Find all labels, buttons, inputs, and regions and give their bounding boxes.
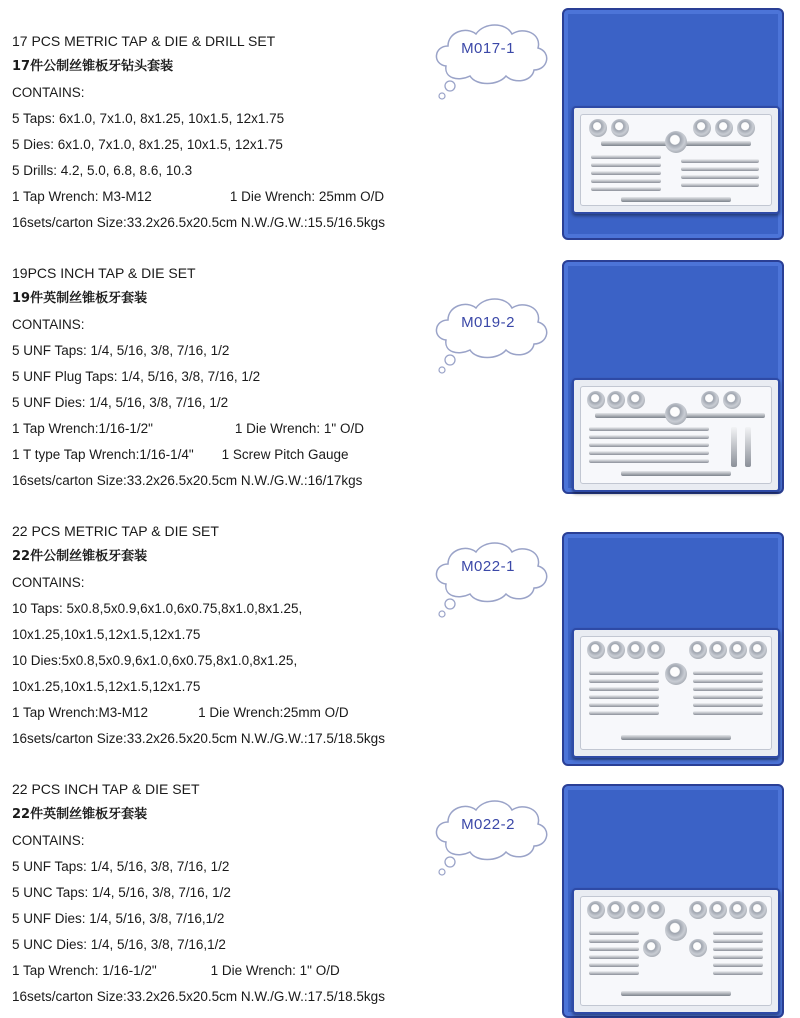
product-title: 17 PCS METRIC TAP & DIE & DRILL SET: [12, 33, 276, 49]
product-title: 22 PCS INCH TAP & DIE SET: [12, 781, 200, 797]
product-spec-text: [12, 28, 452, 236]
model-code: M022-1: [461, 558, 515, 575]
thought-cloud-icon: [428, 290, 558, 380]
thought-cloud-icon: [428, 792, 558, 882]
unc-taps-line: 5 UNC Taps: 1/4, 5/16, 3/8, 7/16, 1/2: [12, 885, 231, 900]
product-spec-text: [12, 518, 452, 752]
unc-dies-line: 5 UNC Dies: 1/4, 5/16, 3/8, 7/16,1/2: [12, 937, 226, 952]
die-wrench-spec: 1 Die Wrench: 1" O/D: [234, 421, 364, 436]
contains-label: CONTAINS:: [12, 317, 85, 332]
product-section-m017-1: [0, 28, 800, 248]
wrench-line: [12, 958, 452, 984]
die-wrench-spec: 1 Die Wrench: 25mm O/D: [229, 189, 385, 204]
unf-dies-line: 5 UNF Dies: 1/4, 5/16, 3/8, 7/16, 1/2: [12, 395, 229, 410]
contains-label: CONTAINS:: [12, 85, 85, 100]
unf-taps-line: 5 UNF Taps: 1/4, 5/16, 3/8, 7/16, 1/2: [12, 343, 230, 358]
taps-line-1: 10 Taps: 5x0.8,5x0.9,6x1.0,6x0.75,8x1.0,8x1.25,: [12, 601, 303, 616]
product-section-m022-1: [0, 518, 800, 768]
unf-dies-line: 5 UNF Dies: 1/4, 5/16, 3/8, 7/16,1/2: [12, 911, 225, 926]
tap-wrench-spec: 1 Tap Wrench:M3-M12: [12, 705, 149, 720]
accessory-line: [12, 442, 452, 468]
product-title-cn: 17件公制丝锥板牙钻头套装: [12, 59, 174, 74]
taps-line: 5 Taps: 6x1.0, 7x1.0, 8x1.25, 10x1.5, 12x1.75: [12, 111, 285, 126]
packing-line: 16sets/carton Size:33.2x26.5x20.5cm N.W./G.W.:17.5/18.5kgs: [12, 989, 385, 1004]
unf-plug-taps-line: 5 UNF Plug Taps: 1/4, 5/16, 3/8, 7/16, 1/2: [12, 369, 261, 384]
model-code-bubble: [428, 16, 558, 100]
pitch-gauge-spec: 1 Screw Pitch Gauge: [221, 447, 349, 462]
die-wrench-spec: 1 Die Wrench:25mm O/D: [198, 705, 349, 720]
product-section-m022-2: [0, 776, 800, 1016]
model-code-bubble: [428, 534, 558, 618]
die-wrench-spec: 1 Die Wrench: 1" O/D: [210, 963, 340, 978]
model-code: M019-2: [461, 314, 515, 331]
thought-cloud-icon: [428, 16, 558, 106]
product-spec-text: [12, 260, 452, 494]
product-title: 22 PCS METRIC TAP & DIE SET: [12, 523, 219, 539]
t-tap-wrench-spec: 1 T type Tap Wrench:1/16-1/4": [12, 447, 194, 462]
unf-taps-line: 5 UNF Taps: 1/4, 5/16, 3/8, 7/16, 1/2: [12, 859, 230, 874]
dies-line: 5 Dies: 6x1.0, 7x1.0, 8x1.25, 10x1.5, 12x1.75: [12, 137, 283, 152]
tap-wrench-spec: 1 Tap Wrench: M3-M12: [12, 189, 152, 204]
model-code-bubble: [428, 290, 558, 374]
product-title-cn: 19件英制丝锥板牙套装: [12, 291, 148, 306]
model-code: M017-1: [461, 40, 515, 57]
product-section-m019-2: [0, 260, 800, 500]
taps-line-2: 10x1.25,10x1.5,12x1.5,12x1.75: [12, 627, 201, 642]
wrench-line: [12, 700, 452, 726]
product-title: 19PCS INCH TAP & DIE SET: [12, 265, 196, 281]
wrench-line: [12, 184, 452, 210]
wrench-line: [12, 416, 452, 442]
model-code-bubble: [428, 792, 558, 876]
packing-line: 16sets/carton Size:33.2x26.5x20.5cm N.W./G.W.:17.5/18.5kgs: [12, 731, 385, 746]
drills-line: 5 Drills: 4.2, 5.0, 6.8, 8.6, 10.3: [12, 163, 193, 178]
thought-cloud-icon: [428, 534, 558, 624]
product-spec-text: [12, 776, 452, 1010]
product-title-cn: 22件公制丝锥板牙套装: [12, 549, 148, 564]
dies-line-1: 10 Dies:5x0.8,5x0.9,6x1.0,6x0.75,8x1.0,8x1.25,: [12, 653, 298, 668]
product-title-cn: 22件英制丝锥板牙套装: [12, 807, 148, 822]
contains-label: CONTAINS:: [12, 833, 85, 848]
dies-line-2: 10x1.25,10x1.5,12x1.5,12x1.75: [12, 679, 201, 694]
contains-label: CONTAINS:: [12, 575, 85, 590]
model-code: M022-2: [461, 816, 515, 833]
tap-wrench-spec: 1 Tap Wrench:1/16-1/2": [12, 421, 153, 436]
tap-wrench-spec: 1 Tap Wrench: 1/16-1/2": [12, 963, 157, 978]
packing-line: 16sets/carton Size:33.2x26.5x20.5cm N.W./G.W.:15.5/16.5kgs: [12, 215, 385, 230]
packing-line: 16sets/carton Size:33.2x26.5x20.5cm N.W./G.W.:16/17kgs: [12, 473, 363, 488]
